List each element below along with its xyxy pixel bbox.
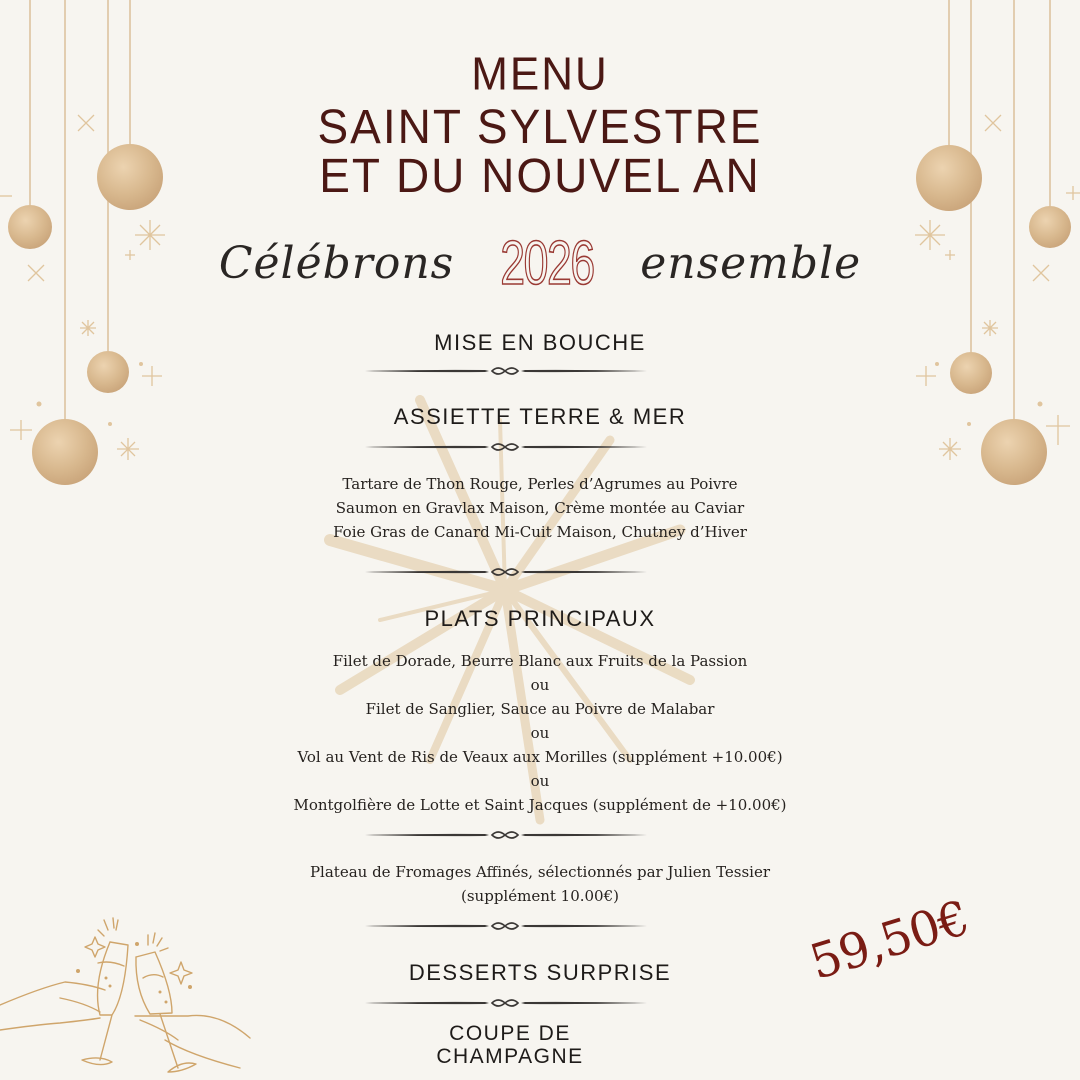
menu-item: Montgolfière de Lotte et Saint Jacques (supplément de +10.00€) [293,796,787,814]
menu-item: Vol au Vent de Ris de Veaux aux Morilles (supplément +10.00€) [297,748,783,766]
section-title-plats-principaux: PLATS PRINCIPAUX [424,606,656,631]
menu-item: Filet de Dorade, Beurre Blanc aux Fruits de la Passion [332,652,748,670]
or-separator: ou [530,724,550,742]
section-title-assiette: ASSIETTE TERRE & MER [393,404,687,429]
or-separator: ou [530,676,550,694]
flourish-icon [365,565,647,579]
menu-item: Saumon en Gravlax Maison, Crème montée au Caviar [335,499,745,517]
flourish-icon [365,440,647,454]
supplement-note: (supplément 10.00€) [461,887,619,905]
section-title-desserts: DESSERTS SURPRISE [408,960,672,985]
champagne-line-2: CHAMPAGNE [436,1045,584,1068]
menu-item: Plateau de Fromages Affinés, sélectionnés par Julien Tessier [309,863,771,881]
menu-item: Tartare de Thon Rouge, Perles d’Agrumes au Poivre [342,475,738,493]
flourish-icon [365,828,647,842]
tagline-after: ensemble [640,238,862,289]
champagne-line-1: COUPE DE [449,1022,571,1045]
tagline-before: Célébrons [218,238,455,289]
flourish-icon [365,364,647,378]
menu-price: 59,50€ [803,890,975,991]
section-title-champagne [0,1022,1050,1068]
menu-item: Foie Gras de Canard Mi-Cuit Maison, Chutney d’Hiver [333,523,747,541]
fromages-items [0,860,1080,908]
tagline-year: 2026 [500,229,594,298]
menu-subtitle-line-1: SAINT SYLVESTRE [317,98,763,154]
section-title-mise-en-bouche: MISE EN BOUCHE [434,330,646,355]
menu-title: MENU [471,48,609,101]
tagline [0,228,1080,299]
assiette-items [0,472,1080,544]
or-separator: ou [530,772,550,790]
menu-item: Filet de Sanglier, Sauce au Poivre de Malabar [365,700,715,718]
menu-subtitle-line-2: ET DU NOUVEL AN [319,147,761,203]
flourish-icon [365,919,647,933]
flourish-icon [365,996,647,1010]
plats-items [0,649,1080,817]
